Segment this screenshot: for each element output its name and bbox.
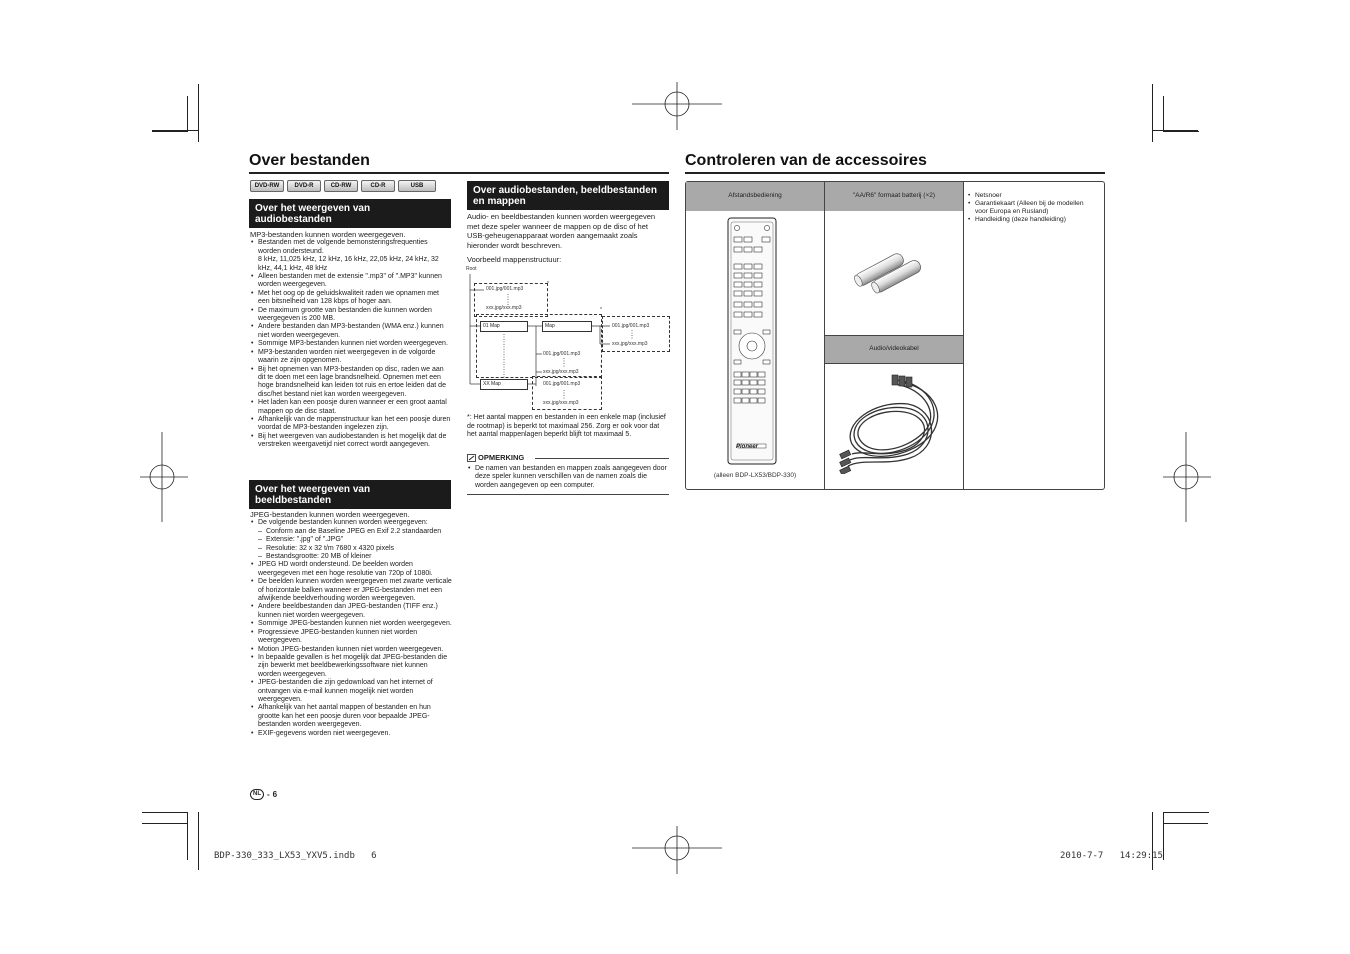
list-item: • De volgende bestanden kunnen worden weergegeven: – Conform aan de Baseline JPEG en Exif 2.2 standaarden – Extensie: ".jpg" of ".JPG" – Resolutie: 32 x 32 t/m 7680 x 4320 pixels – Bestandsgrootte: 20 MB of kleiner: [250, 519, 452, 561]
tree-file-label: xxx.jpg/xxx.mp3: [612, 341, 648, 347]
tree-root-label: Root: [466, 266, 477, 272]
audio-section-body: [250, 231, 452, 450]
registration-mark-top: [632, 82, 722, 130]
remote-control-image: [726, 216, 778, 466]
list-item: • Andere beeldbestanden dan JPEG-bestanden (TIFF enz.) kunnen niet worden weergegeven.: [250, 603, 452, 620]
list-item: • De maximum grootte van bestanden die kunnen worden weergegeven is 200 MB.: [250, 307, 452, 324]
folders-footnote: *: Het aantal mappen en bestanden in een enkele map (inclusief de rootmap) is beperkt tot maximaal 256. Zorg er ook voor dat het aantal mappenlagen beperkt blijft tot maximaal 5.: [467, 414, 666, 439]
accessories-table: [685, 181, 1105, 490]
list-item: • Bij het weergeven van audiobestanden is het mogelijk dat de verstreken weergavetijd niet correct wordt aangegeven.: [250, 433, 452, 450]
batteries-image: [852, 248, 942, 298]
tree-file-label: xxx.jpg/xxx.mp3: [543, 369, 579, 375]
tree-file-label: 001.jpg/001.mp3: [612, 323, 650, 329]
list-item: • Alleen bestanden met de extensie ".mp3" of ".MP3" kunnen worden weergegeven.: [250, 273, 452, 290]
accessories-other-list: [967, 192, 1097, 224]
tree-folder-map: Map: [542, 321, 592, 332]
note-title-rule: [535, 458, 669, 459]
accessory-remote-caption: (alleen BDP-LX53/BDP-330): [713, 472, 797, 479]
av-cable-image: [836, 374, 956, 474]
list-item: • EXIF-gegevens worden niet weergegeven.: [250, 730, 452, 738]
tree-file-label: xxx.jpg/xxx.mp3: [543, 400, 579, 406]
note-title: OPMERKING: [478, 453, 525, 462]
badge-cd-r: CD-R: [361, 180, 395, 192]
badge-dvd-rw: DVD-RW: [250, 180, 284, 192]
badge-dvd-r: DVD-R: [287, 180, 321, 192]
folder-tree-diagram: [466, 266, 671, 412]
tree-folder-dashed-box: [476, 314, 602, 378]
tree-star: *: [600, 307, 602, 313]
folders-section-heading: Over audiobestanden, beeldbestanden en mappen: [467, 181, 669, 210]
tree-folder-xxmap: XX Map: [480, 379, 528, 390]
print-file-slug: BDP-330_333_LX53_YXV5.indb 6: [214, 851, 377, 861]
page-title-left: Over bestanden: [249, 152, 370, 169]
audio-section-heading: Over het weergeven van audiobestanden: [249, 199, 451, 228]
tree-file-label: 001.jpg/001.mp3: [486, 286, 524, 292]
image-intro: JPEG-bestanden kunnen worden weergegeven.: [250, 510, 410, 519]
list-item: • Sommige JPEG-bestanden kunnen niet worden weergegeven.: [250, 620, 452, 628]
audio-intro: MP3-bestanden kunnen worden weergegeven.: [250, 230, 406, 239]
accessory-remote-header: Afstandsbediening: [686, 182, 824, 211]
list-item: • MP3-bestanden worden niet weergegeven in de volgorde waarin ze zijn opgenomen.: [250, 349, 452, 366]
page-number: [250, 789, 277, 800]
list-item: • Afhankelijk van de mappenstructuur kan het een poosje duren voordat de MP3-bestanden ingelezen zijn.: [250, 416, 452, 433]
list-item: • JPEG HD wordt ondersteund. De beelden worden weergegeven met een hoge resolutie van 720p of 1080i.: [250, 561, 452, 578]
list-item: • Sommige MP3-bestanden kunnen niet worden weergegeven.: [250, 340, 452, 348]
tree-star: *: [600, 376, 602, 382]
tree-file-label: xxx.jpg/xxx.mp3: [486, 305, 522, 311]
accessory-battery-header: "AA/R6" formaat batterij (×2): [825, 182, 963, 211]
list-item: • Garantiekaart (Alleen bij de modellen voor Europa en Rusland): [967, 200, 1097, 216]
folders-intro: Audio- en beeldbestanden kunnen worden weergegeven met deze speler wanneer de mappen op de disc of het USB-geheugenapparaat worden aangemaakt zoals hieronder wordt beschreven.: [467, 212, 656, 250]
remote-brand-logo: Pioneer: [736, 444, 759, 450]
sub-list-item: – Extensie: ".jpg" of ".JPG": [250, 536, 452, 544]
tree-file-label: 001.jpg/001.mp3: [543, 351, 581, 357]
title-rule-left: [249, 172, 669, 174]
list-item: • JPEG-bestanden die zijn gedownload van het internet of ontvangen via e-mail kunnen mogelijk niet worden weergegeven.: [250, 679, 452, 704]
list-item: • Andere bestanden dan MP3-bestanden (WMA enz.) kunnen niet worden weergegeven.: [250, 323, 452, 340]
tree-file-label: 001.jpg/001.mp3: [543, 381, 581, 387]
tree-star: *: [547, 281, 549, 287]
page-number-value: 6: [272, 790, 278, 799]
note-bottom-rule: [467, 494, 669, 495]
badge-cd-rw: CD-RW: [324, 180, 358, 192]
tree-star: *: [600, 365, 602, 371]
note-pencil-icon: [467, 454, 476, 462]
note-header: [467, 453, 669, 463]
list-item: • Bij het opnemen van MP3-bestanden op disc, raden we aan dit te doen met een lage brandsnelheid. Opnemen met een hoge brandsnelheid kan leiden tot ruis en ertoe leiden dat de disc/het bestand niet kan worden weergegeven.: [250, 366, 452, 400]
page-title-right: Controleren van de accessoires: [685, 152, 927, 169]
tree-folder-01map: 01 Map: [480, 321, 528, 332]
list-item: • Het laden kan een poosje duren wanneer er een groot aantal mappen op de disc staat.: [250, 399, 452, 416]
image-section-body: [250, 511, 452, 738]
folders-example-label: Voorbeeld mappenstructuur:: [467, 255, 562, 264]
list-item: • De namen van bestanden en mappen zoals aangegeven door deze speler kunnen verschillen van de namen zoals die worden aangegeven op een computer.: [467, 465, 667, 490]
disc-type-badges: [250, 180, 436, 192]
list-item: • Handleiding (deze handleiding): [967, 216, 1097, 224]
page-number-dash: -: [267, 790, 270, 799]
language-badge: NL: [250, 789, 264, 800]
accessory-cable-header: Audio/videokabel: [825, 336, 963, 363]
list-item: • Met het oog op de geluidskwaliteit raden we opnamen met een bitsnelheid van 128 kbps of hoger aan.: [250, 290, 452, 307]
sub-list-item: – Conform aan de Baseline JPEG en Exif 2.2 standaarden: [250, 528, 452, 536]
sub-list-item: – Bestandsgrootte: 20 MB of kleiner: [250, 553, 452, 561]
note-body: [467, 465, 667, 490]
list-item: • Progressieve JPEG-bestanden kunnen niet worden weergegeven.: [250, 629, 452, 646]
list-item: • Bestanden met de volgende bemonsteringsfrequenties worden ondersteund. 8 kHz, 11,025 kHz, 12 kHz, 16 kHz, 22,05 kHz, 24 kHz, 32 kHz, 44,1 kHz, 48 kHz: [250, 239, 452, 273]
sub-list-item: – Resolutie: 32 x 32 t/m 7680 x 4320 pixels: [250, 545, 452, 553]
list-item: • In bepaalde gevallen is het mogelijk dat JPEG-bestanden die zijn bewerkt met beeldbewerkingssoftware niet kunnen worden weergegeven.: [250, 654, 452, 679]
image-section-heading: Over het weergeven van beeldbestanden: [249, 480, 451, 509]
list-item: • Afhankelijk van het aantal mappen of bestanden en hun grootte kan het een poosje duren voor bepaalde JPEG-bestanden worden weergegeven.: [250, 704, 452, 729]
list-item: • Motion JPEG-bestanden kunnen niet worden weergegeven.: [250, 646, 452, 654]
registration-mark-left: [140, 432, 188, 522]
print-date-slug: 2010-7-7 14:29:15: [1060, 851, 1163, 861]
title-rule-right: [685, 172, 1105, 174]
list-item: • Netsnoer: [967, 192, 1097, 200]
badge-usb: USB: [398, 180, 436, 192]
registration-mark-right: [1163, 432, 1211, 522]
registration-mark-bottom: [632, 826, 722, 874]
list-item: • De beelden kunnen worden weergegeven met zwarte verticale of horizontale balken wanneer er JPEG-bestanden met een afwijkende beeldverhouding worden weergegeven.: [250, 578, 452, 603]
